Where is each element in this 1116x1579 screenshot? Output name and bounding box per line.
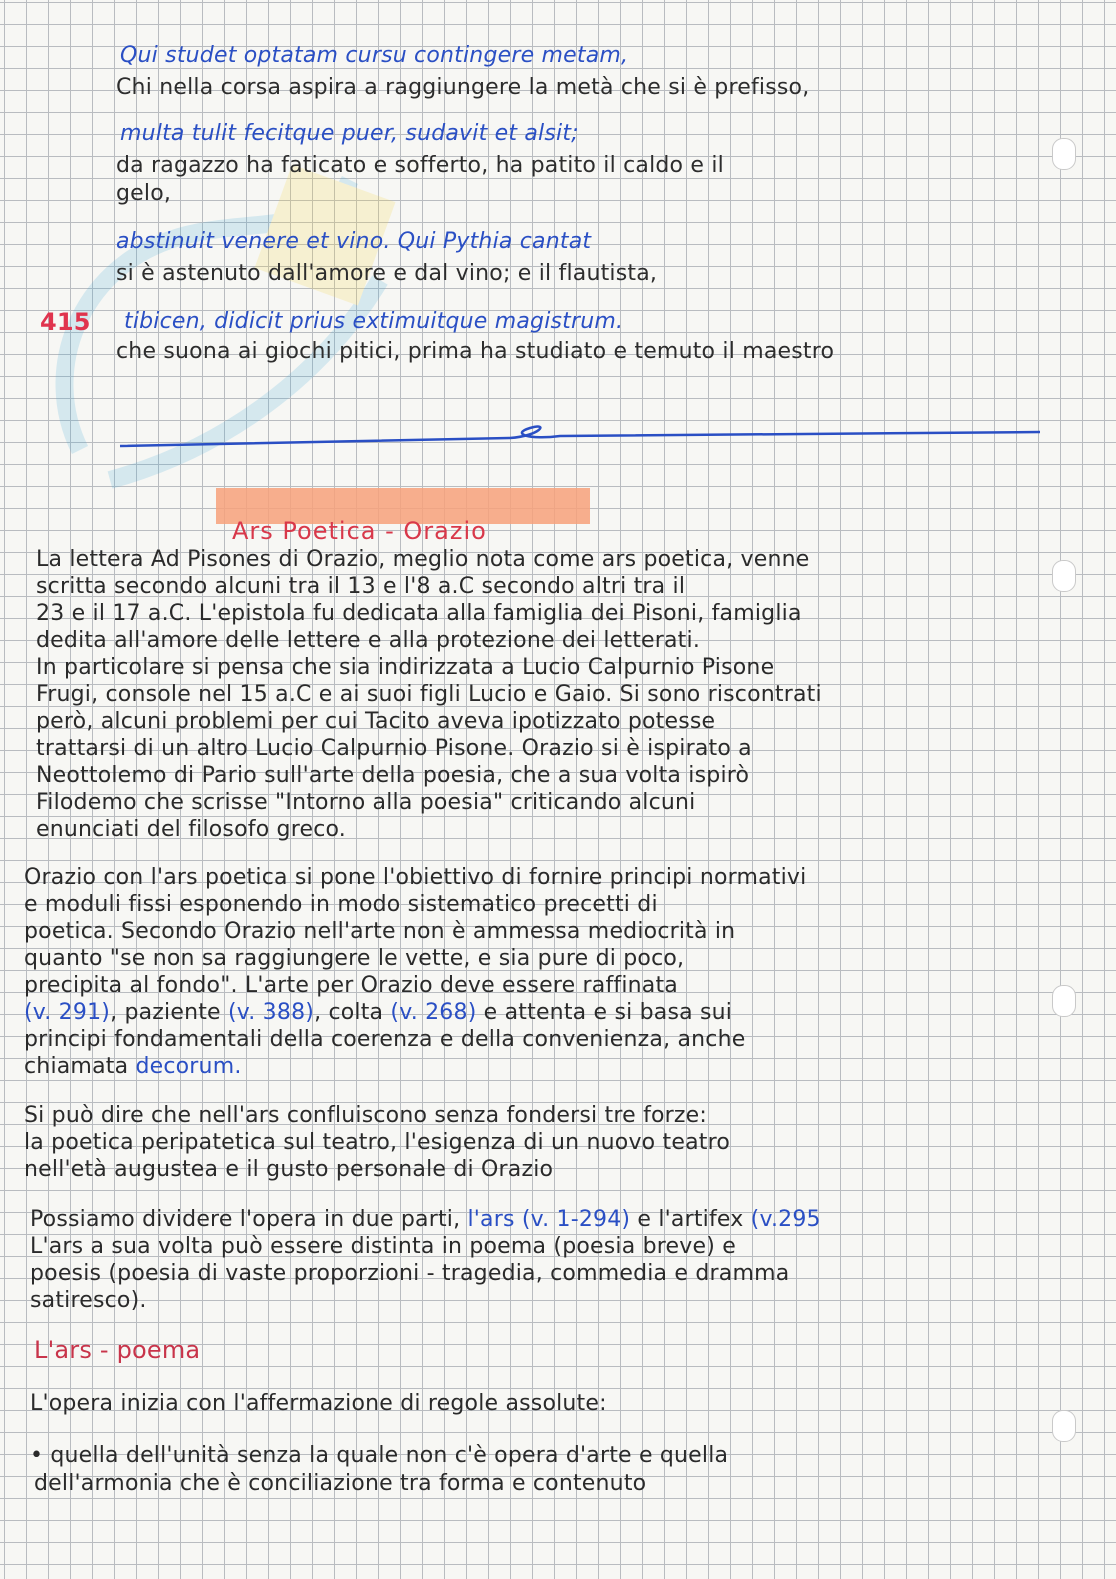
text-line: scritta secondo alcuni tra il 13 e l'8 a.C secondo altri tra il [36,574,686,599]
text-line: Si può dire che nell'ars confluiscono senza fondersi tre forze: [24,1103,708,1128]
text-span: , paziente [110,1000,228,1025]
text-span: quanto "se non sa raggiungere le vette, e sia pure di poco, [24,946,685,971]
section-title: Ars Poetica - Orazio [232,517,487,545]
verse-latin-3: abstinuit venere et vino. Qui Pythia cantat [116,229,592,254]
text-line: però, alcuni problemi per cui Tacito aveva ipotizzato potesse [36,709,716,734]
text-line [24,974,678,998]
text-line: nell'età augustea e il gusto personale di Orazio [24,1157,554,1182]
text-span: satiresco). [30,1288,147,1313]
text-span: principi fondamentali della coerenza e della convenienza, anche [24,1027,746,1052]
subheading: L'ars - poema [34,1336,201,1364]
text-line [24,920,735,944]
text-span: e attenta e si basa sui [476,1000,733,1025]
ring-hole [1052,1410,1076,1442]
verse-number: 415 [40,308,91,336]
text-line: Filodemo che scrisse "Intorno alla poesia" criticando alcuni [36,790,696,815]
text-span: L'ars a sua volta può essere distinta in poema (poesia breve) e [30,1234,736,1259]
verse-translation-2: da ragazzo ha faticato e sofferto, ha patito il caldo e il [116,153,724,178]
verse-translation-1: Chi nella corsa aspira a raggiungere la metà che si è prefisso, [116,75,810,100]
text-line [24,893,658,917]
keyword-decorum: decorum. [135,1054,242,1079]
text-span: poesis (poesia di vaste proporzioni - tragedia, commedia e dramma [30,1261,790,1286]
verse-ref: (v. 268) [390,1000,477,1025]
text-line [30,1262,789,1286]
verse-latin-2: multa tulit fecitque puer, sudavit et alsit; [120,121,579,146]
ring-hole [1052,560,1076,592]
section-divider [110,418,1050,458]
ring-hole [1052,985,1076,1017]
verse-translation-4: che suona ai giochi pitici, prima ha studiato e temuto il maestro [116,339,835,364]
text-span: poetica. Secondo Orazio nell'arte non è ammessa mediocrità in [24,919,736,944]
text-line: In particolare si pensa che sia indirizzata a Lucio Calpurnio Pisone [36,655,775,680]
text-line [24,866,806,890]
text-line: dedita all'amore delle lettere e alla protezione dei letterati. [36,628,701,653]
text-line [30,1235,736,1259]
text-line: dell'armonia che è conciliazione tra forma e contenuto [34,1471,647,1496]
verse-ref: (v.295 [750,1207,821,1232]
text-span: Orazio con l'ars poetica si pone l'obiettivo di fornire principi normativi [24,865,807,890]
verse-latin-1: Qui studet optatam cursu contingere metam, [120,43,629,68]
ring-hole [1052,138,1076,170]
verse-ref: (v. 388) [228,1000,315,1025]
text-line: Neottolemo di Pario sull'arte della poesia, che a sua volta ispirò [36,763,750,788]
text-span: , colta [314,1000,391,1025]
verse-ref: l'ars (v. 1-294) [467,1207,631,1232]
text-span: e moduli fissi esponendo in modo sistematico precetti di [24,892,658,917]
text-line: 23 e il 17 a.C. L'epistola fu dedicata alla famiglia dei Pisoni, famiglia [36,601,802,626]
verse-latin-4: tibicen, didicit prius extimuitque magistrum. [124,309,624,334]
verse-ref: (v. 291) [24,1000,111,1025]
verse-translation-2b: gelo, [116,181,172,206]
verse-translation-3: si è astenuto dall'amore e dal vino; e il flautista, [116,261,658,286]
text-line: trattarsi di un altro Lucio Calpurnio Pisone. Orazio si è ispirato a [36,736,752,761]
text-line: Frugi, console nel 15 a.C e ai suoi figli Lucio e Gaio. Si sono riscontrati [36,682,822,707]
bullet-item: • quella dell'unità senza la quale non c'è opera d'arte e quella [30,1443,729,1468]
text-line [24,1001,732,1025]
text-span: chiamata [24,1054,136,1079]
text-line: la poetica peripatetica sul teatro, l'esigenza di un nuovo teatro [24,1130,731,1155]
text-line [30,1289,147,1313]
text-line [30,1208,821,1232]
text-span: Possiamo dividere l'opera in due parti, [30,1207,468,1232]
text-line: La lettera Ad Pisones di Orazio, meglio nota come ars poetica, venne [36,547,810,572]
text-line: enunciati del filosofo greco. [36,817,346,842]
text-line [24,947,684,971]
text-span: e l'artifex [630,1207,751,1232]
text-line [24,1055,242,1079]
text-span: precipita al fondo". L'arte per Orazio deve essere raffinata [24,973,678,998]
text-line [24,1028,745,1052]
text-line: L'opera inizia con l'affermazione di regole assolute: [30,1391,607,1416]
